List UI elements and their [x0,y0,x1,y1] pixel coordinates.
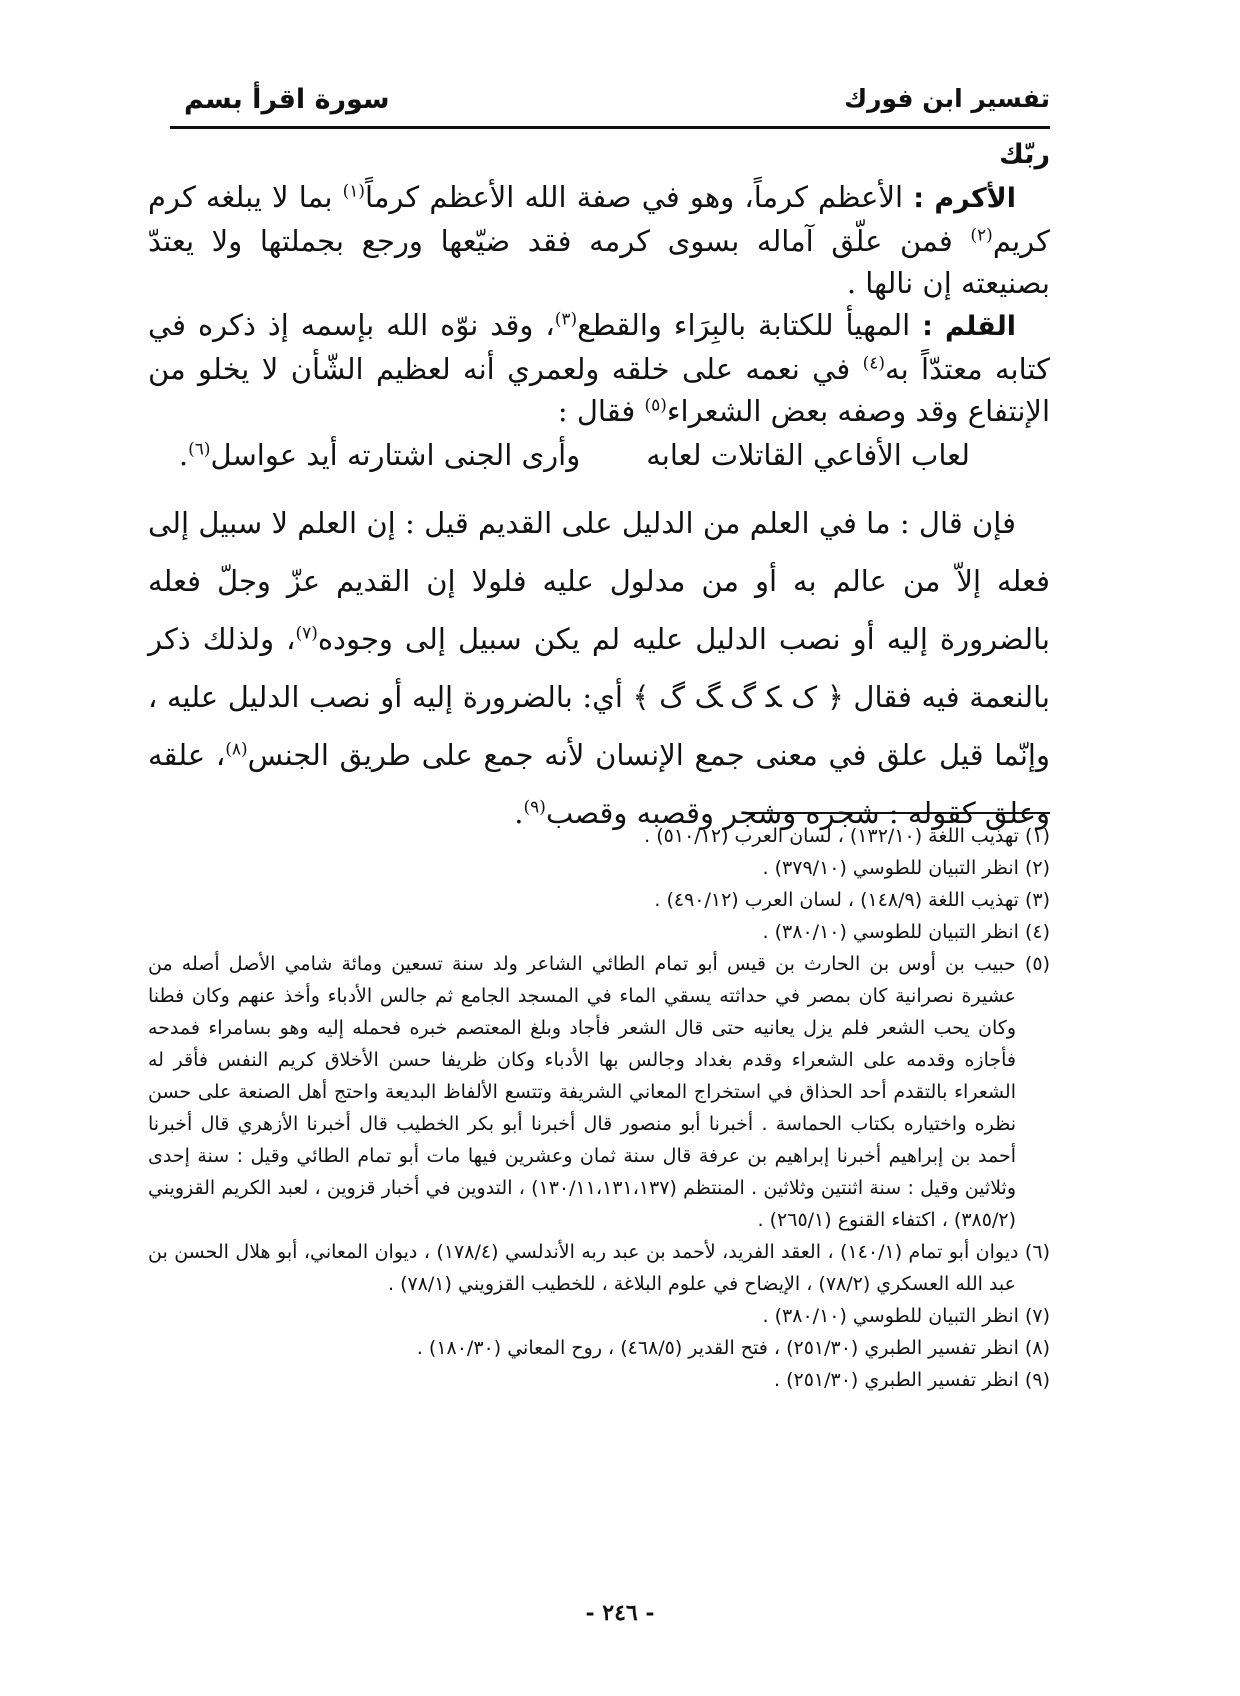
paragraph-evidence: فإن قال : ما في العلم من الدليل على القديم قيل : إن العلم لا سبيل إلى فعله إلاّ من عالم به أو من مدلول عليه فلولا إن القديم عزّ وجلّ فعله بالضرورة إليه أو نصب الدليل عليه لم يكن سبيل إلى وجوده$^{(٧)}$، ولذلك ذكر بالنعمة فيه فقال ﴿ ک ﮑ ﮒ ﮓ گ ﴾ أي: بالضرورة إليه أو نصب الدليل عليه ، وإنّما قيل علق في معنى جمع الإنسان لأنه جمع على طريق الجنس$^{(٨)}$، علقه وعلق كقوله : شجره وشجر وقصبه وقصب$^{(٩)}$. [148,506,1050,830]
footnote-item: (٤) انظر التبيان للطوسي (٣٨٠/١٠) . [762,921,1050,943]
surah-title: سورة اقرأ بسم [184,84,390,115]
footnote-item: (٢) انظر التبيان للطوسي (٣٧٩/١٠) . [762,857,1050,879]
footnote-divider [748,812,1050,814]
hemistich-2: وأرى الجنى اشتارته أيد عواسل$^{(٦)}$. [178,438,581,472]
header-rule [170,126,1050,129]
term-akram: الأكرم : [913,183,1017,214]
book-title: تفسير ابن فورك [844,84,1050,113]
footnote-ref-7[interactable]: (٧) [295,623,318,644]
running-header [170,84,1050,124]
footnote-ref-1[interactable]: (١) [342,181,366,202]
footnote-item: (١) تهذيب اللغة (١٣٢/١٠) ، لسان العرب (٥١٠/١٢) . [644,825,1050,847]
entry-qalam: القلم : المهيأ للكتابة بالبِرَاء والقطع$^{(٣)}$، وقد نوّه الله بإسمه إذ ذكره في كتابه معتدّاً به$^{(٤)}$ في نعمه على خلقه ولعمري أنه لعظيم الشّأن لا يخلو من الإنتفاع وقد وصفه بعض الشعراء$^{(٥)}$ فقال : [148,308,1051,428]
footnote-ref-9[interactable]: (٩) [523,797,546,818]
footnote-item: (٨) انظر تفسير الطبري (٢٥١/٣٠) ، فتح القدير (٤٦٨/٥) ، روح المعاني (١٨٠/٣٠) . [416,1337,1050,1359]
footnote-item: (٥) حبيب بن أوس بن الحارث بن قيس أبو تمام الطائي الشاعر ولد سنة تسعين ومائة شامي الأصل أصله من عشيرة نصرانية كان بمصر في حداثته يسقي الماء في المسجد الجامع ثم جالس الأدباء وأخذ عنهم وكان فطنا وكان يحب الشعر فلم يزل يعانيه حتى قال الشعر فأجاد وبلغ المعتصم خبره فحمله إليه وهو بسامراء فمدحه فأجازه وقدمه على الشعراء وقدم بغداد وجالس بها الأدباء وكان ظريفا حسن الأخلاق كريم النفس فأقر له الشعراء بالتقدم أحد الحذاق في استخراج المعاني الشريفة وتتسع الألفاظ البديعة واحتج أهل الصنعة على حسن نظره واختياره بكتاب الحماسة . أخبرنا أبو منصور قال أخبرنا أبو بكر الخطيب قال أخبرنا الأزهري قال أخبرنا أحمد بن إبراهيم أخبرنا إبراهيم بن عرفة قال سنة ثمان وعشرين فيها مات أبو تمام الطائي وقيل : سنة إحدى وثلاثين وقيل : سنة اثنتين وثلاثين . المنتظم (١٣٠/١١،١٣١،١٣٧) ، التدوين في أخبار قزوين ، لعبد الكريم القزويني (٣٨٥/٢) ، اكتفاء القنوع (٢٦٥/١) . [148,953,1050,1231]
footnotes [148,820,1050,1396]
footnote-item: (٣) تهذيب اللغة (١٤٨/٩) ، لسان العرب (٤٩٠/١٢) . [654,889,1050,911]
footnote-ref-3[interactable]: (٣) [554,309,578,330]
page-number: - ٢٤٦ - [585,1600,655,1626]
term-qalam: القلم : [922,311,1017,342]
main-text [148,132,1050,842]
footnote-ref-2[interactable]: (٢) [970,225,993,246]
footnote-item: (٩) انظر تفسير الطبري (٢٥١/٣٠) . [773,1369,1050,1391]
poem-verse [148,434,1050,476]
footnote-item: (٦) ديوان أبو تمام (١٤٠/١) ، العقد الفريد، لأحمد بن عبد ربه الأندلسي (١٧٨/٤) ، ديوان المعاني، أبو هلال الحسن بن عبد الله العسكري (٧٨/٢) ، الإيضاح في علوم البلاغة ، للخطيب القزويني (٧٨/١) . [148,1241,1050,1295]
entry-akram: الأكرم : الأعظم كرماً، وهو في صفة الله الأعظم كرماً$^{(١)}$ بما لا يبلغه كرم كريم$^{(٢)}$ فمن علّق آماله بسوى كرمه فقد ضيّعها ورجع بجملتها ولا يعتدّ بصنيعته إن نالها . [148,180,1050,300]
footnote-ref-6[interactable]: (٦) [188,439,211,460]
footnote-ref-8[interactable]: (٨) [225,739,248,760]
footnote-ref-4[interactable]: (٤) [862,353,886,374]
continuation-word: ربّك [999,139,1050,170]
footnote-item: (٧) انظر التبيان للطوسي (٣٨٠/١٠) . [762,1305,1050,1327]
hemistich-1: لعاب الأفاعي القاتلات لعابه [646,438,970,472]
footnote-ref-5[interactable]: (٥) [644,395,667,416]
